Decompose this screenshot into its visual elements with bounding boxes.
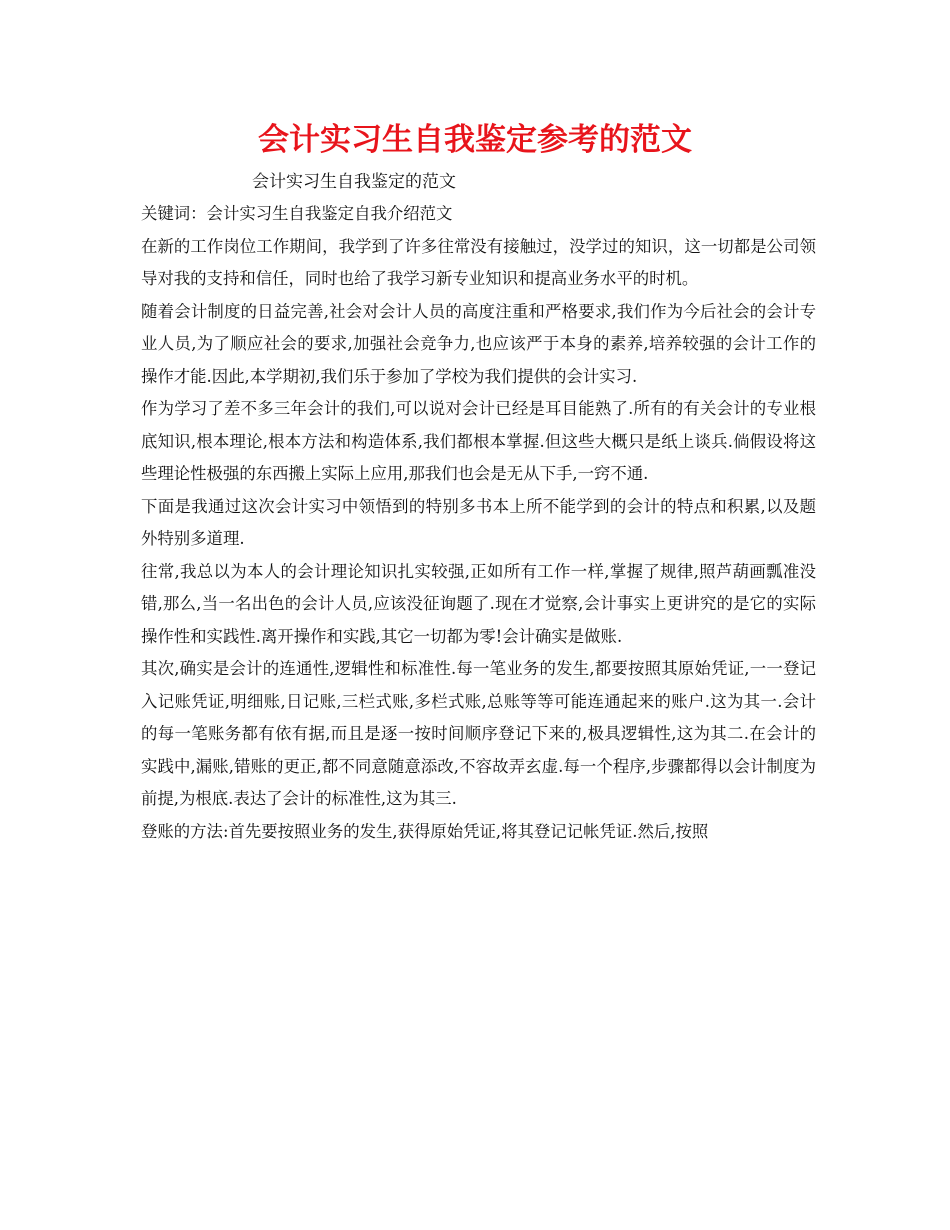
document-body	[141, 198, 816, 848]
paragraph: 往常,我总以为本人的会计理论知识扎实较强,正如所有工作一样,掌握了规律,照芦葫画瓢准没错,那么,当一名出色的会计人员,应该没征询题了.现在才觉察,会计事实上更讲究的是它的实际操作性和实践性.离开操作和实践,其它一切都为零!会计确实是做账.	[141, 561, 816, 646]
document-title: 会计实习生自我鉴定参考的范文	[258, 122, 692, 158]
keywords-line: 关键词：会计实习生自我鉴定自我介绍范文	[141, 204, 453, 223]
document-subtitle: 会计实习生自我鉴定的范文	[252, 172, 456, 192]
paragraph: 作为学习了差不多三年会计的我们,可以说对会计已经是耳目能熟了.所有的有关会计的专业根底知识,根本理论,根本方法和构造体系,我们都根本掌握.但这些大概只是纸上谈兵.倘假设将这些理论性极强的东西搬上实际上应用,那我们也会是无从下手,一窍不通.	[141, 399, 816, 483]
paragraph: 在新的工作岗位工作期间，我学到了许多往常没有接触过，没学过的知识，这一切都是公司领导对我的支持和信任，同时也给了我学习新专业知识和提高业务水平的时机。	[141, 236, 816, 288]
paragraph: 登账的方法:首先要按照业务的发生,获得原始凭证,将其登记记帐凭证.然后,按照	[141, 821, 709, 841]
paragraph: 其次,确实是会计的连通性,逻辑性和标准性.每一笔业务的发生,都要按照其原始凭证,一一登记入记账凭证,明细账,日记账,三栏式账,多栏式账,总账等等可能连通起来的账户.这为其一.会计的每一笔账务都有依有据,而且是逐一按时间顺序登记下来的,极具逻辑性,这为其二.在会计的实践中,漏账,错账的更正,都不同意随意添改,不容故弄玄虚.每一个程序,步骤都得以会计制度为前提,为根底.表达了会计的标准性,这为其三.	[141, 659, 816, 808]
paragraph: 下面是我通过这次会计实习中领悟到的特别多书本上所不能学到的会计的特点和积累,以及题外特别多道理.	[141, 496, 816, 548]
paragraph: 随着会计制度的日益完善,社会对会计人员的高度注重和严格要求,我们作为今后社会的会计专业人员,为了顺应社会的要求,加强社会竞争力,也应该严于本身的素养,培养较强的会计工作的操作才能.因此,本学期初,我们乐于参加了学校为我们提供的会计实习.	[141, 301, 816, 386]
